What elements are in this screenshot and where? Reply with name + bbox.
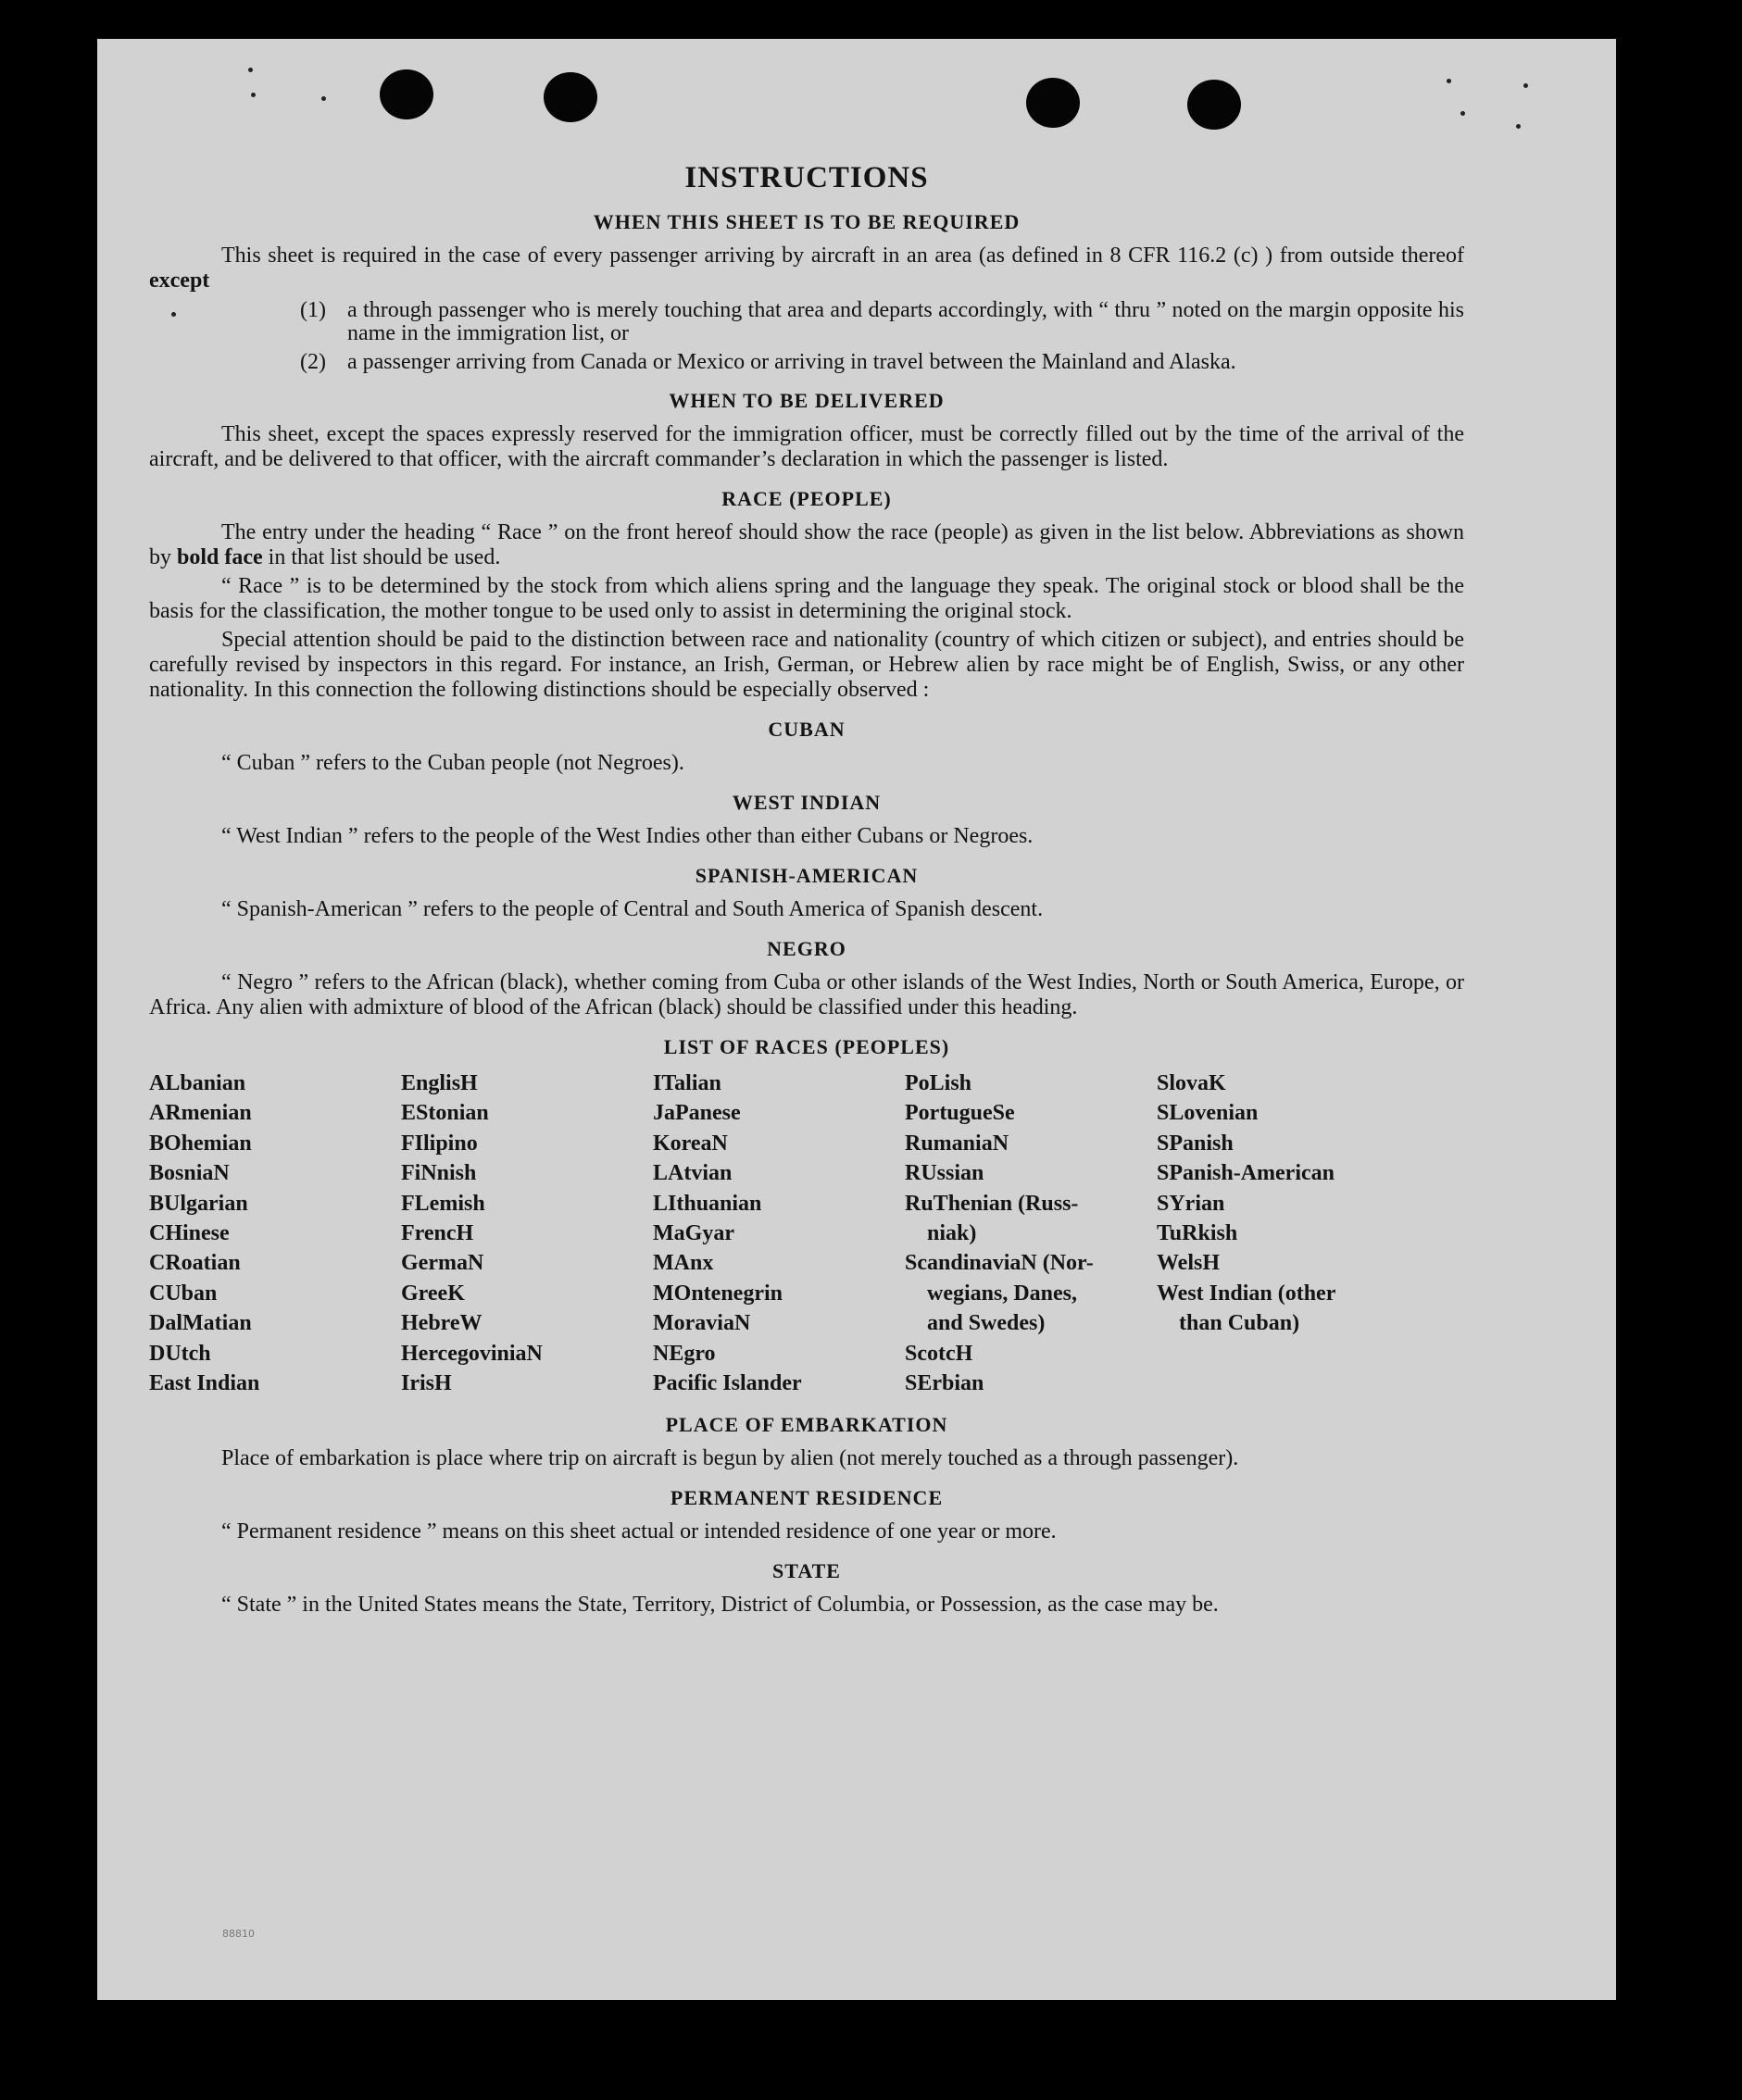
race-label: NEgro [653,1341,716,1366]
race-label: LIthuanian [653,1191,762,1216]
race-label: LAtvian [653,1161,733,1186]
race-label: ALbanian [149,1071,246,1095]
negro-text: “ Negro ” refers to the African (black), whether coming from Cuba or other islands of the West Indies, North or South America, Europe, or Africa. Any alien with admixture of blood of the African (black) should be classified under this heading. [149,970,1464,1019]
race-entry [905,1069,1157,1098]
race-label: EStonian [401,1101,489,1126]
race-column [149,1069,401,1398]
race-entry [1157,1248,1370,1278]
speck [1447,79,1451,83]
race-entry [1157,1189,1370,1219]
race-entry [653,1308,905,1338]
race-entry [905,1098,1157,1128]
race-entry [653,1248,905,1278]
heading-race: RACE (PEOPLE) [721,487,892,510]
race-entry [653,1339,905,1369]
race-label: East Indian [149,1371,260,1396]
speck [321,96,326,101]
race-entry [401,1339,653,1369]
race-label: PoLish [905,1071,972,1095]
race-label-continuation: than Cuban) [1179,1311,1300,1336]
race-label: RuThenian (Russ- [905,1191,1079,1216]
race-paragraph-3: Special attention should be paid to the distinction between race and nationality (country of which citizen or subject), and entries should be carefully revised by inspectors in this regard. For instance, an Irish, German, or Hebrew alien by race might be of English, Swiss, or any other nationality. In this connection the following distinctions should be especially observed : [149,628,1464,702]
race-label: DalMatian [149,1311,252,1336]
race-label: ITalian [653,1071,721,1095]
race-label: RumaniaN [905,1131,1009,1156]
race-entry [653,1189,905,1219]
race-entry [149,1248,401,1278]
race-label-continuation: niak) [927,1221,977,1246]
race-label: SlovaK [1157,1071,1226,1095]
race-entry [149,1219,401,1248]
race-entry [905,1369,1157,1398]
race-entry [905,1158,1157,1188]
punch-hole [380,69,433,119]
exception-item-2: (2) a passenger arriving from Canada or Mexico or arriving in travel between the Mainland and Alaska. [300,350,1236,374]
race-entry [149,1339,401,1369]
heading-residence: PERMANENT RESIDENCE [670,1486,944,1510]
race-entry [1157,1129,1370,1158]
race-entry [653,1069,905,1098]
race-entry [401,1248,653,1278]
race-entry [149,1158,401,1188]
when-required-intro: This sheet is required in the case of every passenger arriving by aircraft in an area (as defined in 8 CFR 116.2 (c) ) from outside thereof except [149,244,1464,293]
race-label: WelsH [1157,1251,1221,1276]
race-entry [905,1189,1157,1249]
race-entry [149,1069,401,1098]
race-entry [149,1098,401,1128]
race-label: HercegoviniaN [401,1341,543,1366]
race-label: EnglisH [401,1071,478,1095]
race-column [653,1069,905,1398]
race-label: FLemish [401,1191,485,1216]
race-entry [1157,1219,1370,1248]
race-entry [653,1369,905,1398]
race-entry [401,1129,653,1158]
race-label: SYrian [1157,1191,1225,1216]
page-title: INSTRUCTIONS [684,161,929,194]
speck [248,68,253,72]
west-indian-text: “ West Indian ” refers to the people of the West Indies other than either Cubans or Negroes. [221,824,1034,848]
race-label: ARmenian [149,1101,252,1126]
race-label: MOntenegrin [653,1281,783,1306]
state-text: “ State ” in the United States means the State, Territory, District of Columbia, or Possession, as the case may be. [221,1593,1219,1618]
race-entry [401,1219,653,1248]
race-label: West Indian (other [1157,1281,1336,1306]
heading-when-delivered: WHEN TO BE DELIVERED [669,389,945,412]
race-entry [653,1279,905,1308]
punch-hole [544,72,597,122]
race-label: FrencH [401,1221,474,1246]
race-label: IrisH [401,1371,452,1396]
race-entry [149,1369,401,1398]
instructions-content [149,161,1464,1618]
race-label: MoraviaN [653,1311,751,1336]
cuban-text: “ Cuban ” refers to the Cuban people (not Negroes). [221,751,684,775]
race-label: KoreaN [653,1131,728,1156]
race-paragraph-2: “ Race ” is to be determined by the stock from which aliens spring and the language they speak. The original stock or blood shall be the basis for the classification, the mother tongue to be used only to assist in determining the original stock. [149,574,1464,623]
race-label-continuation: and Swedes) [927,1311,1046,1336]
race-label: FiNnish [401,1161,477,1186]
race-entry [401,1069,653,1098]
heading-list-of-races: LIST OF RACES (PEOPLES) [663,1035,950,1058]
race-label: GreeK [401,1281,465,1306]
race-entry [1157,1098,1370,1128]
race-label: SPanish-American [1157,1161,1335,1186]
heading-embarkation: PLACE OF EMBARKATION [665,1413,948,1437]
race-entry [149,1189,401,1219]
race-entry [905,1129,1157,1158]
race-label: SLovenian [1157,1101,1259,1126]
punch-hole [1026,78,1080,128]
race-entry [1157,1069,1370,1098]
race-entry [401,1098,653,1128]
speck [251,93,256,97]
race-paragraph-1: The entry under the heading “ Race ” on the front hereof should show the race (people) as given in the list below. Abbreviations as shown by bold face in that list should be used. [149,520,1464,569]
race-entry [401,1308,653,1338]
race-entry [401,1189,653,1219]
footer-mark: 88810 [222,1928,255,1940]
race-label: DUtch [149,1341,211,1366]
race-entry [905,1339,1157,1369]
race-label: RUssian [905,1161,984,1186]
heading-spanish-american: SPANISH-AMERICAN [695,864,919,887]
residence-text: “ Permanent residence ” means on this sheet actual or intended residence of one year or more. [221,1519,1057,1544]
race-label: BUlgarian [149,1191,248,1216]
heading-west-indian: WEST INDIAN [732,791,882,814]
speck [1516,124,1521,129]
race-entry [401,1158,653,1188]
heading-negro: NEGRO [767,937,846,960]
race-entry [1157,1158,1370,1188]
speck [1523,83,1528,88]
race-entry [653,1129,905,1158]
heading-state: STATE [772,1559,841,1583]
punch-hole [1187,80,1241,130]
race-label: GermaN [401,1251,484,1276]
race-entry [149,1279,401,1308]
race-entry [149,1129,401,1158]
race-entry [149,1308,401,1338]
race-label: CUban [149,1281,218,1306]
when-delivered-text: This sheet, except the spaces expressly reserved for the immigration officer, must be correctly filled out by the time of the arrival of the aircraft, and be delivered to that officer, with the aircraft commander’s declaration in which the passenger is listed. [149,422,1464,471]
race-label: BosniaN [149,1161,230,1186]
race-label: ScandinaviaN (Nor- [905,1251,1094,1276]
race-entry [1157,1279,1370,1339]
spanish-american-text: “ Spanish-American ” refers to the people of Central and South America of Spanish descent. [221,897,1044,921]
race-entry [905,1248,1157,1338]
exception-item-1: (1) a through passenger who is merely touching that area and departs accordingly, with “ thru ” noted on the margin opposite his name in the immigration list, or [300,298,1464,345]
race-label: CRoatian [149,1251,241,1276]
race-label: PortugueSe [905,1101,1015,1126]
race-entry [401,1279,653,1308]
race-entry [401,1369,653,1398]
race-label: BOhemian [149,1131,252,1156]
race-label: HebreW [401,1311,482,1336]
speck [1460,111,1465,116]
race-label: SErbian [905,1371,984,1396]
race-entry [653,1098,905,1128]
race-label: MaGyar [653,1221,734,1246]
race-column [1157,1069,1370,1398]
race-column [401,1069,653,1398]
race-label: MAnx [653,1251,714,1276]
race-label-continuation: wegians, Danes, [927,1281,1078,1306]
heading-when-required: WHEN THIS SHEET IS TO BE REQUIRED [593,210,1021,233]
race-label: CHinese [149,1221,230,1246]
race-list [149,1069,1464,1398]
race-label: SPanish [1157,1131,1234,1156]
race-label: TuRkish [1157,1221,1238,1246]
race-column [905,1069,1157,1398]
race-entry [653,1158,905,1188]
race-label: JaPanese [653,1101,741,1126]
race-label: Pacific Islander [653,1371,802,1396]
embarkation-text: Place of embarkation is place where trip on aircraft is begun by alien (not merely touched as a through passenger). [221,1446,1239,1471]
race-entry [653,1219,905,1248]
heading-cuban: CUBAN [768,718,846,741]
race-label: FIlipino [401,1131,478,1156]
race-label: ScotcH [905,1341,973,1366]
